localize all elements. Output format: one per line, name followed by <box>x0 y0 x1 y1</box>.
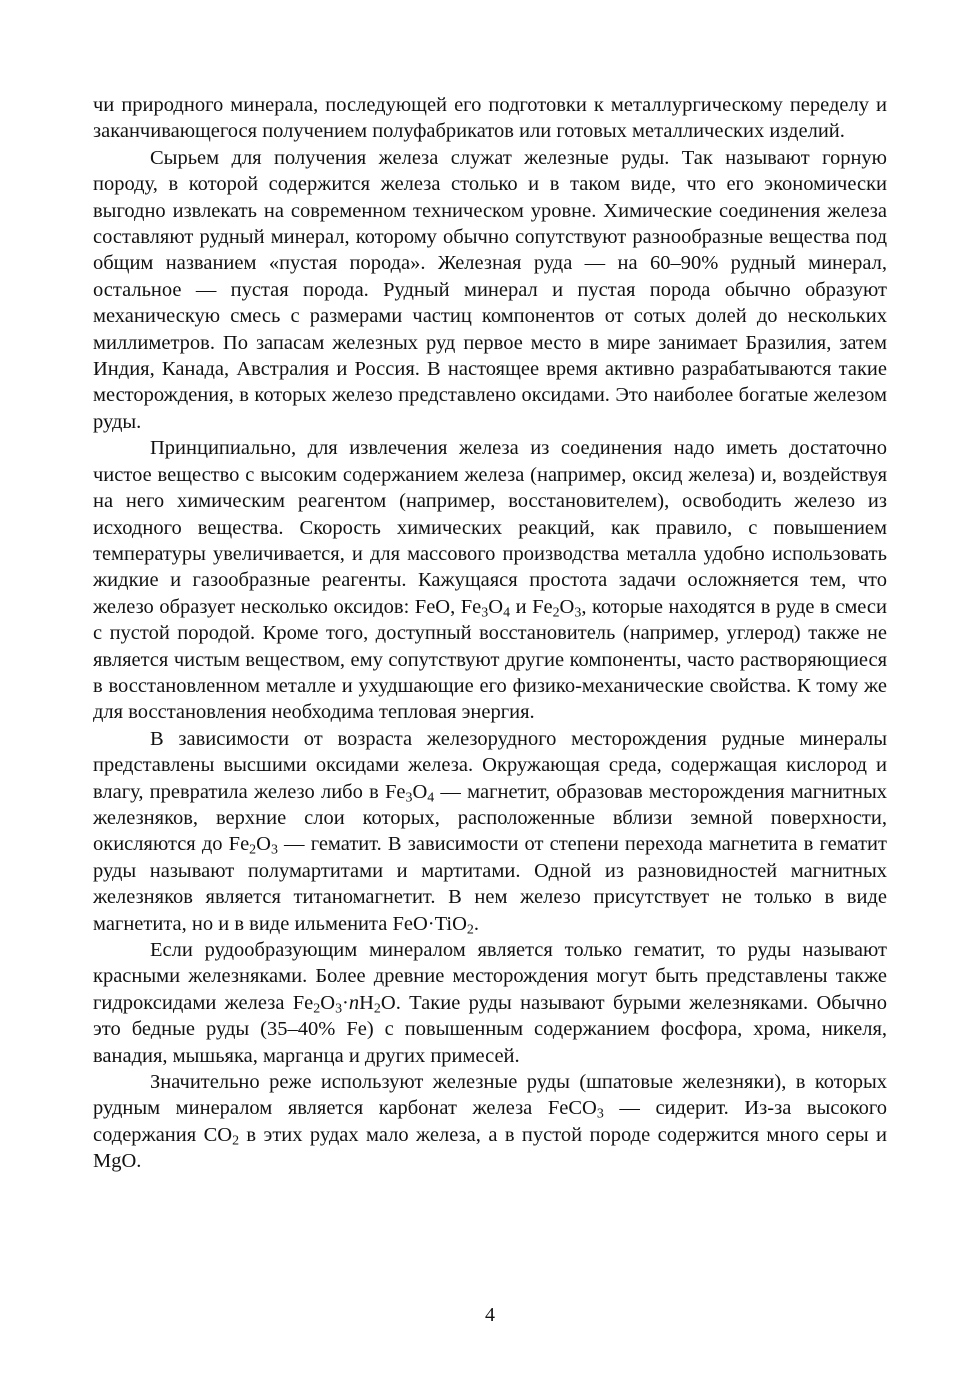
page-number: 4 <box>485 1304 495 1326</box>
text-run: . <box>473 912 479 935</box>
subscript-text: 2 <box>373 1001 381 1017</box>
document-page <box>93 92 887 1175</box>
text-run: Если рудообразующим минералом является только гематит, то руды называют красными железняками. Более древние месторождения могут быть представлены также гидроксидами железа Fe <box>93 939 887 1014</box>
paragraph <box>93 92 887 145</box>
text-run: чи природного минерала, последующей его подготовки к металлургическому переделу и заканчивающегося получением полуфабрикатов или готовых металлических изделий. <box>93 94 887 143</box>
text-run: , которые находятся в руде в смеси с пустой породой. Кроме того, доступный восстановитель (например, углерод) также не является чистым веществом, ему сопутствуют другие компоненты, часто растворяющиеся в восстановленном металле и ухудшающие его физико-механические свойства. К тому же для восстановления необходима тепловая энергия. <box>93 595 887 724</box>
text-run: O <box>559 595 575 618</box>
subscript-text: 3 <box>405 790 413 806</box>
text-run: O. Такие руды называют бурыми железняками. Обычно это бедные руды (35–40% Fe) с повышенным содержанием фосфора, хрома, никеля, ванадия, мышьяка, марганца и других примесей. <box>93 991 887 1067</box>
subscript-text: 2 <box>313 1001 321 1017</box>
subscript-text: 3 <box>574 605 582 621</box>
text-run: и Fe <box>510 595 553 618</box>
text-run: O <box>488 595 504 618</box>
paragraph <box>93 145 887 435</box>
subscript-text: 2 <box>232 1133 240 1149</box>
subscript-text: 3 <box>596 1106 604 1122</box>
subscript-text: 3 <box>335 1001 343 1017</box>
italic-text: n <box>348 991 360 1014</box>
text-run: O <box>412 780 428 803</box>
subscript-text: 4 <box>427 790 435 806</box>
subscript-text: 3 <box>481 605 489 621</box>
subscript-text: 4 <box>503 605 511 621</box>
text-run: O <box>320 991 336 1014</box>
subscript-text: 2 <box>466 922 474 938</box>
text-run: Значительно реже используют железные руды (шпатовые железняки), в которых рудным минералом является карбонат железа FeCO <box>93 1071 887 1120</box>
subscript-text: 3 <box>270 842 278 858</box>
text-run: — гематит. В зависимости от степени перехода магнетита в гематит руды называют полумартитами и мартитами. Одной из разновидностей магнитных железняков является титаномагнетит. В нем железо присутствует не только в виде магнетита, но и в виде ильменита FeO·TiO <box>93 833 887 935</box>
text-run: — магнетит, образовав месторождения магнитных железняков, верхние слои которых, расположенные вблизи земной поверхности, окисляются до Fe <box>93 780 888 856</box>
text-run: — сидерит. Из-за высокого содержания CO <box>93 1097 888 1146</box>
text-run: H <box>359 991 374 1014</box>
body-text <box>93 92 887 1175</box>
text-run: · <box>342 991 349 1014</box>
text-run: Принципиально, для извлечения железа из соединения надо иметь достаточно чистое вещество с высоким содержанием железа (например, оксид железа) и, воздействуя на него химическим реагентом (например, восстановителем), освободить железо из исходного вещества. Скорость химических реакций, как правило, с повышением температуры увеличивается, и для массового производства металла удобно использовать жидкие и газообразные реагенты. Кажущаяся простота задачи осложняется тем, что железо образует несколько оксидов: FeO, Fe <box>93 437 887 618</box>
text-run: в этих рудах мало железа, а в пустой породе содержится много серы и MgO. <box>93 1123 888 1173</box>
subscript-text: 2 <box>249 842 257 858</box>
text-run: O <box>256 833 271 856</box>
paragraph <box>93 726 887 937</box>
paragraph <box>93 1069 887 1175</box>
text-run: Сырьем для получения железа служат железные руды. Так называют горную породу, в которой содержится железа столько и в таком виде, что его экономически выгодно извлекать на современном техническом уровне. Химические соединения железа составляют рудный минерал, которому обычно сопутствуют разнообразные вещества под общим названием «пустая порода». Железная руда — на 60–90% рудный минерал, остальное — пустая порода. Рудный минерал и пустая порода обычно образуют механическую смесь с размерами частиц компонентов от сотых долей до нескольких миллиметров. По запасам железных руд первое место в мире занимает Бразилия, затем Индия, Канада, Австралия и Россия. В настоящее время активно разрабатываются такие месторождения, в которых железо представлено оксидами. Это наиболее богатые железом руды. <box>93 146 887 433</box>
text-run: В зависимости от возраста железорудного месторождения рудные минералы представлены высшими оксидами железа. Окружающая среда, содержащая кислород и влагу, превратила железо либо в Fe <box>93 727 887 803</box>
paragraph <box>93 435 887 725</box>
subscript-text: 2 <box>552 605 560 621</box>
paragraph <box>93 937 887 1069</box>
